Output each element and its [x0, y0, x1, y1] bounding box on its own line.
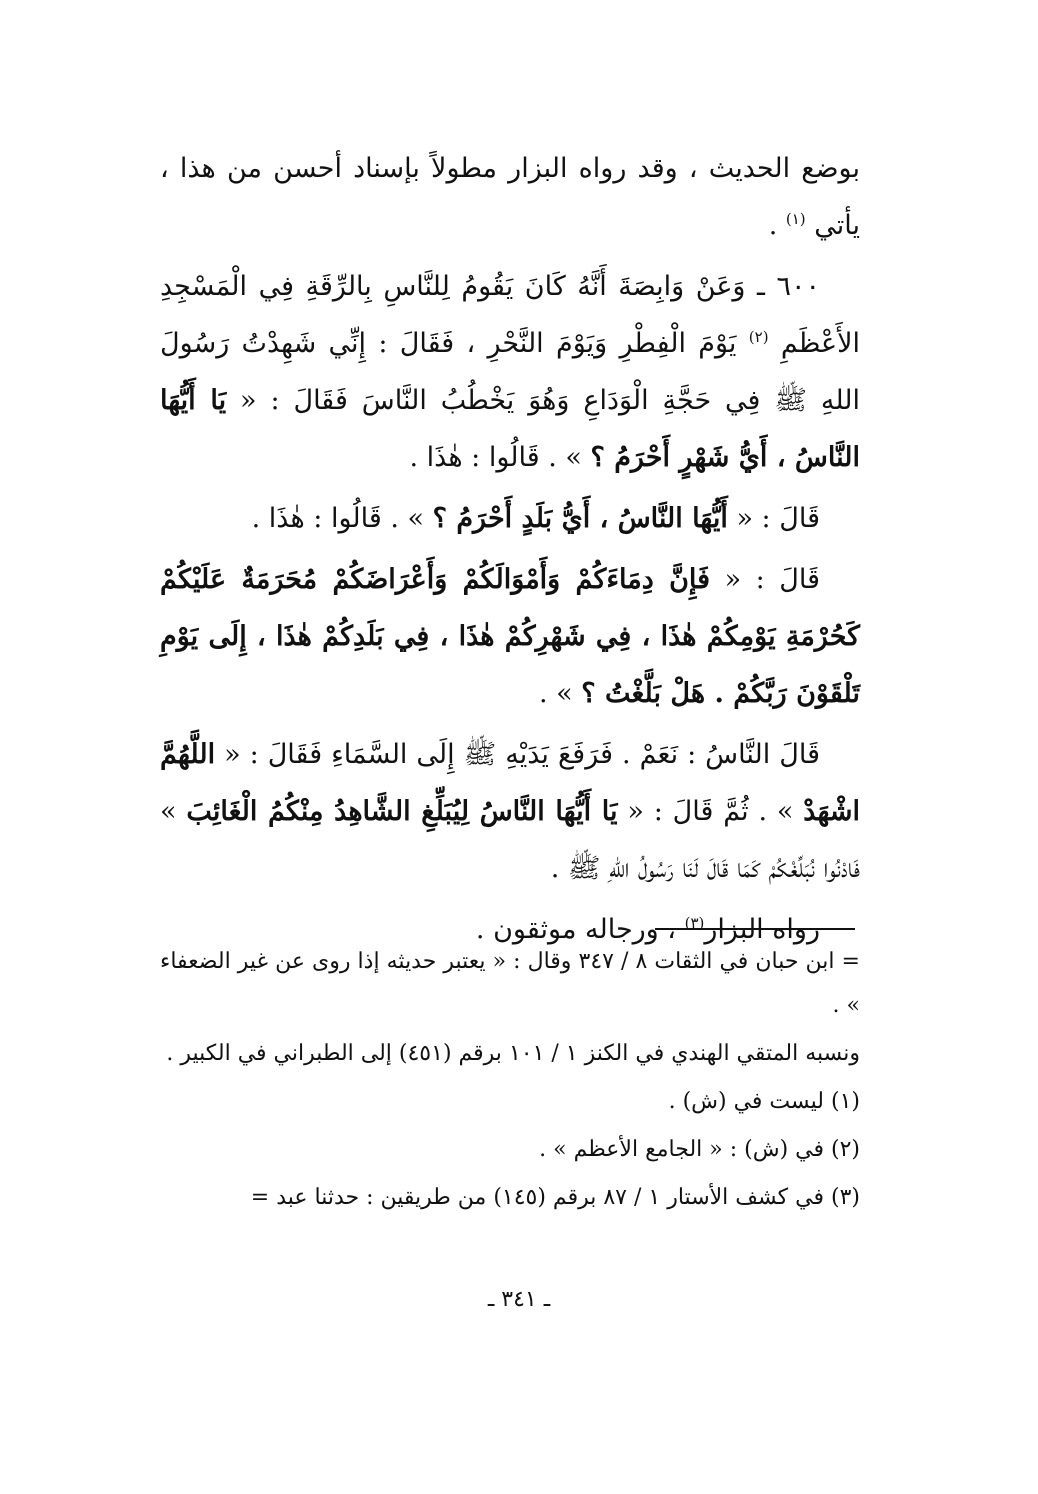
witness-middle: » . ثُمَّ قَالَ : « [617, 796, 804, 827]
footnote-3: (٣) في كشف الأستار ١ / ٨٧ برقم (١٤٥) من طريقين : حدثنا عبد = [250, 1185, 860, 1210]
paragraph-intro [160, 140, 860, 254]
paragraph-question-city [160, 490, 860, 547]
footnote-ref-1[interactable]: (١) [785, 210, 806, 228]
source-end: ، ورجاله موثقون . [475, 914, 685, 945]
paragraph-witness [160, 726, 860, 897]
quote-convey: يَا أَيُّهَا النَّاسُ لِيُبَلِّغِ الشَّاهِدُ مِنْكُمُ الْغَائِبَ [186, 796, 618, 827]
qala-1: قَالَ : « [727, 503, 820, 534]
page-number: ـ ٣٤١ ـ [487, 1287, 551, 1312]
hadith-600-reply: » . قَالُوا : هٰذَا . [409, 442, 591, 473]
quote-sanctity-end: » . [538, 678, 582, 709]
footnote-1: (١) ليست في (ش) . [668, 1089, 860, 1114]
source-text: رواه البزار [704, 914, 820, 945]
footnotes [160, 940, 860, 1224]
hadith-600-opening: ٦٠٠ ـ وَعَنْ وَابِصَةَ أَنَّهُ كَانَ يَقُومُ لِلنَّاسِ بِالرِّقَةِ فِي الْمَسْجِدِ الأَعْظَمِ [160, 271, 860, 359]
qala-2: قَالَ : « [710, 564, 820, 595]
witness-opening: قَالَ النَّاسُ : نَعَمْ . فَرَفَعَ يَدَيْهِ ﷺ إِلَى السَّمَاءِ فَقَالَ : « [215, 739, 820, 770]
hadith-600 [160, 258, 860, 486]
footnote-2: (٢) في (ش) : « الجامع الأعظم » . [539, 1137, 860, 1162]
footnote-ref-3[interactable]: (٣) [684, 914, 705, 932]
paragraph-sanctity [160, 551, 860, 722]
quote-city: أَيُّهَا النَّاسُ ، أَيُّ بَلَدٍ أَحْرَمُ ؟ [432, 503, 728, 534]
footnote-continuation-2: ونسبه المتقي الهندي في الكنز ١ / ١٠١ برقم (٤٥١) إلى الطبراني في الكبير . [166, 1041, 860, 1066]
footnote-ref-2[interactable]: (٢) [748, 328, 769, 346]
intro-end: . [768, 210, 786, 241]
intro-text: بوضع الحديث ، وقد رواه البزار مطولاً بإسناد أحسن من هذا ، يأتي [160, 153, 860, 241]
quote-allahumma: اللَّهُمَّ اشْهَدْ [160, 739, 861, 827]
reply-city: » . قَالُوا : هٰذَا . [251, 503, 433, 534]
hadith-600-quote: يَا أَيُّهَا النَّاسُ ، أَيُّ شَهْرٍ أَحْرَمُ ؟ [160, 385, 860, 473]
main-text [160, 140, 860, 962]
footnote-separator [655, 928, 855, 930]
witness-end: » فَادْنُوا نُبَلِّغْكُمْ كَمَا قَالَ لَنَا رَسُولُ اللهِ ﷺ . [160, 796, 860, 884]
footnote-continuation-1: = ابن حبان في الثقات ٨ / ٣٤٧ وقال : « يعتبر حديثه إذا روى عن غير الضعفاء » . [160, 949, 860, 1018]
quote-sanctity: فَإِنَّ دِمَاءَكُمْ وَأَمْوَالَكُمْ وَأَعْرَاضَكُمْ مُحَرَمَةٌ عَلَيْكُمْ كَحُرْمَةِ يَوْمِكُمْ هٰذَا ، فِي شَهْرِكُمْ هٰذَا ، فِي بَلَدِكُمْ هٰذَا ، إِلَى يَوْمِ تَلْقَوْنَ رَبَّكُمْ . هَلْ بَلَّغْتُ ؟ [160, 564, 860, 709]
hadith-600-narration: يَوْمَ الْفِطْرِ وَيَوْمَ النَّحْرِ ، فَقَالَ : إِنِّي شَهِدْتُ رَسُولَ اللهِ ﷺ فِي حَجَّةِ الْوَدَاعِ وَهُوَ يَخْطُبُ النَّاسَ فَقَالَ : « [160, 328, 860, 416]
